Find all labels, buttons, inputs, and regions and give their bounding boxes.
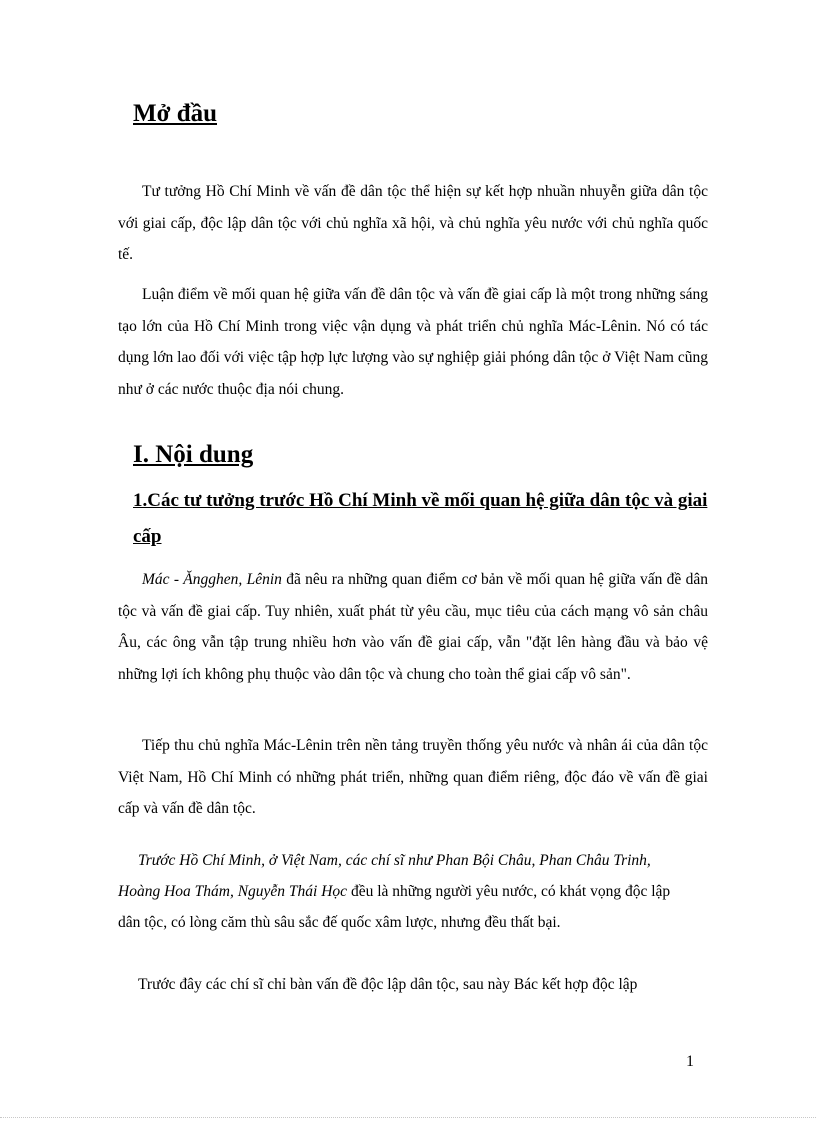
section-paragraph-patriots <box>118 845 692 938</box>
section-paragraph-continued: Trước đây các chí sĩ chỉ bàn vấn đề độc lập dân tộc, sau này Bác kết hợp độc lập <box>138 976 638 993</box>
patriots-italic: Trước Hồ Chí Minh, ở Việt Nam, các chí sĩ như Phan Bội Châu, Phan Châu Trinh, Hoàng Hoa Thám, Nguyễn Thái Học <box>118 852 651 900</box>
section-paragraph-patriots-text: đều là những người yêu nước, có khát vọng độc lập dân tộc, có lòng căm thù sâu sắc đế quốc xâm lược, nhưng đều thất bại. <box>118 883 671 931</box>
intro-paragraph-2: Luận điểm về mối quan hệ giữa vấn đề dân tộc và vấn đề giai cấp là một trong những sáng tạo lớn của Hồ Chí Minh trong việc vận dụng và phát triển chủ nghĩa Mác-Lênin. Nó có tác dụng lớn lao đối với việc tập hợp lực lượng vào sự nghiệp giải phóng dân tộc ở Việt Nam cũng như ở các nước thuộc địa nói chung. <box>118 286 708 398</box>
section-paragraph-marx <box>118 564 708 690</box>
intro-heading: Mở đầu <box>133 100 217 127</box>
authors-italic: Mác - Ăngghen, Lênin <box>142 571 282 588</box>
section-subheading: 1.Các tư tưởng trước Hồ Chí Minh về mối quan hệ giữa dân tộc và giai cấp <box>133 490 708 547</box>
page-number: 1 <box>686 1053 694 1070</box>
intro-paragraph-1: Tư tưởng Hồ Chí Minh về vấn đề dân tộc thể hiện sự kết hợp nhuần nhuyễn giữa dân tộc với giai cấp, độc lập dân tộc với chủ nghĩa xã hội, và chủ nghĩa yêu nước với chủ nghĩa quốc tế. <box>118 183 708 263</box>
page-bottom-divider <box>0 1117 816 1118</box>
section-paragraph-marx-text: đã nêu ra những quan điểm cơ bản về mối quan hệ giữa vấn đề dân tộc và vấn đề giai cấp. Tuy nhiên, xuất phát từ yêu cầu, mục tiêu của cách mạng vô sản châu Âu, các ông vẫn tập trung nhiều hơn vào vấn đề giai cấp, vẫn "đặt lên hàng đầu và bảo vệ những lợi ích không phụ thuộc vào dân tộc và chung cho toàn thể giai cấp vô sản". <box>118 571 708 683</box>
section-heading: I. Nội dung <box>133 441 254 468</box>
section-paragraph-hcm: Tiếp thu chủ nghĩa Mác-Lênin trên nền tảng truyền thống yêu nước và nhân ái của dân tộc Việt Nam, Hồ Chí Minh có những phát triển, những quan điểm riêng, độc đáo về vấn đề giai cấp và vấn đề dân tộc. <box>118 737 708 817</box>
